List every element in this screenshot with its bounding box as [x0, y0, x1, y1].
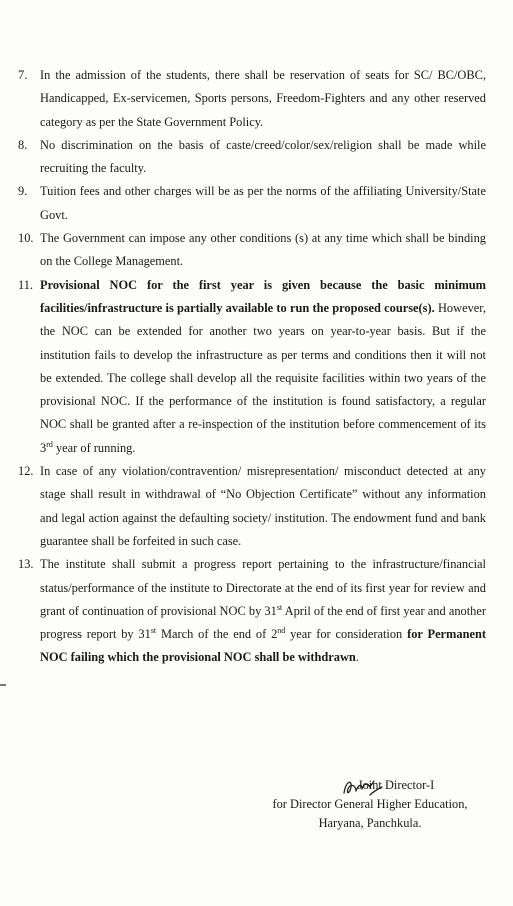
- condition-text: [40, 274, 486, 460]
- bold-text: Provisional NOC for the first year is given because the basic minimum facilities/infrastructure is partially available to run the proposed course(s).: [40, 277, 486, 315]
- bold-text: for Permanent NOC failing which the provisional NOC shall be withdrawn: [40, 627, 486, 665]
- condition-number: 13.: [18, 557, 34, 572]
- text-run: In case of any violation/contravention/ misrepresentation/ misconduct detected at any stage shall result in withdrawal of “No Objection Certificate” without any information and legal action against the defaulting society/ institution. The endowment fund and bank guarantee shall be forfeited in such case.: [40, 464, 486, 548]
- signature-block: [240, 776, 500, 833]
- condition-item: [18, 180, 486, 227]
- text-run: No discrimination on the basis of caste/creed/color/sex/religion shall be made while recruiting the faculty.: [40, 137, 486, 176]
- condition-text: [40, 64, 486, 134]
- condition-number: 9.: [18, 184, 28, 199]
- text-run: The Government can impose any other conditions (s) at any time which shall be binding on the College Management.: [40, 231, 486, 269]
- text-run: year for consideration: [285, 627, 408, 642]
- condition-number: 7.: [18, 68, 28, 82]
- margin-mark: [0, 684, 6, 686]
- condition-text: [40, 180, 486, 227]
- conditions-list: [18, 64, 486, 670]
- condition-item: [18, 227, 486, 274]
- condition-number: 8.: [18, 137, 28, 152]
- text-run: Tuition fees and other charges will be as per the norms of the affiliating University/State Govt.: [40, 184, 486, 222]
- signatory-location: Haryana, Panchkula.: [318, 816, 422, 830]
- condition-item: [18, 64, 486, 134]
- superscript: st: [150, 626, 157, 635]
- condition-number: 10.: [18, 231, 34, 246]
- condition-text: [40, 553, 486, 669]
- signatory-office: for Director General Higher Education,: [272, 797, 468, 811]
- text-run: April of the end of first year and another progress report by 31: [40, 603, 486, 642]
- condition-text: [40, 460, 486, 553]
- text-run: In the admission of the students, there shall be reservation of seats for SC/ BC/OBC, Handicapped, Ex-servicemen, Sports persons, Freedom-Fighters and any other reserved category as per the State Government Policy.: [40, 68, 486, 129]
- signatory-title: Joint Director-I: [357, 778, 435, 792]
- condition-item: [18, 460, 486, 553]
- text-run: March of the end of 2: [156, 627, 278, 642]
- text-run: .: [355, 650, 359, 665]
- condition-item: [18, 134, 486, 181]
- condition-number: 11.: [18, 277, 34, 292]
- text-run: The institute shall submit a progress report pertaining to the infrastructure/financial status/performance of the institute to Directorate at the end of its first year for review and grant of continuation of provisional NOC by 31: [40, 557, 486, 618]
- text-run: However, the NOC can be extended for another two years on year-to-year basis. But if the institution fails to develop the infrastructure as per terms and conditions then it will not be extended. The college shall develop all the requisite facilities within two years of the provisional NOC. If the performance of the institution is found satisfactory, a regular NOC shall be granted after a re-inspection of the institution before commencement of its 3: [40, 300, 486, 455]
- superscript: nd: [277, 626, 286, 635]
- superscript: rd: [46, 439, 53, 449]
- condition-text: [40, 227, 486, 274]
- condition-number: 12.: [18, 464, 34, 479]
- condition-text: [40, 134, 486, 181]
- condition-item: [18, 274, 486, 460]
- superscript: st: [276, 602, 283, 612]
- condition-item: [18, 553, 486, 669]
- text-run: year of running.: [52, 440, 136, 455]
